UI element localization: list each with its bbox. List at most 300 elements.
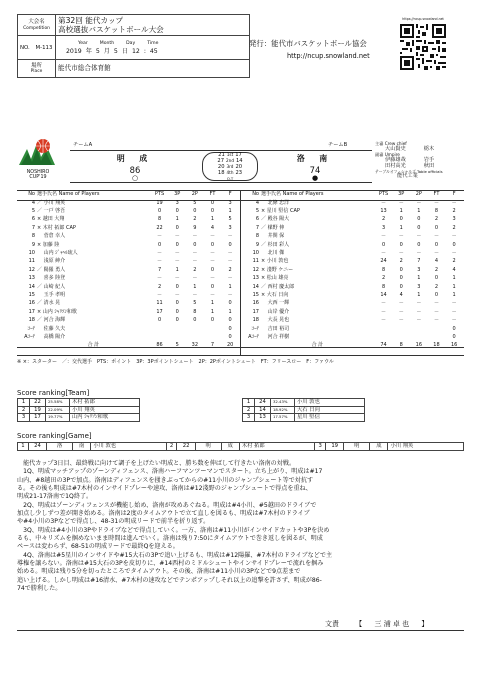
rank-points: 14	[255, 406, 271, 414]
player-pts: 3	[381, 224, 386, 231]
player-fouls: 3	[228, 224, 232, 231]
team-a-total-row	[17, 342, 239, 350]
player-3p: －	[174, 292, 180, 298]
player-number: 5	[255, 208, 259, 215]
player-3p: 0	[175, 308, 179, 315]
player-name: × 星川 堅信 CAP	[261, 208, 300, 215]
rank-player: 木村 拓郎	[239, 443, 314, 451]
player-row	[17, 208, 239, 216]
player-3p: 0	[399, 283, 403, 290]
player-row	[241, 283, 463, 291]
rank-points: 24	[28, 443, 46, 451]
player-row	[241, 300, 463, 308]
player-pts: 17	[156, 308, 163, 315]
player-3p: 0	[175, 317, 179, 324]
date-col-day: Day	[126, 40, 136, 46]
total-label: 合 計	[87, 342, 100, 349]
umpire-1-pref: 岩手	[423, 156, 435, 163]
report-line: 4Q、洛南は#5星川のインサイドや#15大石の3Pで追い上げるも、明成は#12陽羅、#7木村のドライブなどで主	[17, 551, 333, 559]
officials	[375, 142, 465, 186]
col-2p: 2P	[415, 191, 422, 198]
crew-chief-name: 大山賢史	[385, 145, 406, 152]
col-2p: 2P	[191, 191, 198, 198]
place-label-cell	[18, 60, 56, 78]
rank-percent: 18.92%	[271, 406, 295, 414]
total-ft: 18	[433, 342, 440, 349]
qr-url-caption: https://ncup.snowland.net	[402, 17, 444, 21]
player-row	[241, 241, 463, 249]
player-fouls: 2	[228, 266, 232, 273]
player-pts	[375, 334, 393, 342]
table-officials-label: テーブルオフィシャルズ Table officials	[375, 168, 443, 174]
player-2p: 1	[193, 283, 197, 290]
player-row	[241, 317, 463, 325]
basketball-logo-icon	[17, 137, 59, 167]
umpire-2-name: 田村高光	[385, 162, 406, 169]
col-ft: FT	[209, 191, 216, 198]
ranking-row	[18, 414, 140, 422]
player-row	[17, 334, 239, 342]
rank-number: 3	[18, 414, 30, 422]
player-ft: －	[209, 250, 215, 257]
ranking-game-title: Score ranking[Game]	[17, 432, 92, 440]
player-number: 14	[28, 283, 35, 290]
player-pts: 2	[157, 283, 162, 290]
rank-number: 3	[315, 443, 326, 451]
player-pts: －	[157, 233, 163, 240]
player-name: × 松山 雄亮	[261, 275, 289, 282]
rank-points: 17	[30, 414, 46, 422]
report-line: 加点し少しずつ差が開き始める。洛南は2度のタイムアウトで立て直しを図るも、明成は#7木村のドライブ	[17, 510, 310, 518]
team-b-rows	[241, 199, 463, 342]
player-row	[241, 199, 463, 207]
period-1-a: 21	[218, 152, 225, 158]
player-3p: －	[174, 275, 180, 282]
tournament-logo	[17, 137, 59, 181]
player-row	[17, 292, 239, 300]
player-number: 9	[31, 241, 35, 248]
ranking-row	[18, 406, 140, 414]
no-value: M-113	[35, 44, 53, 51]
player-name: ／ 陽羅 勇人	[37, 266, 66, 273]
player-ft: －	[209, 275, 215, 282]
date-column-headers	[58, 41, 247, 46]
player-name: ／ 清水 晃	[37, 300, 61, 307]
player-name: ／ 河合 海輝	[37, 317, 66, 324]
title-cell	[56, 15, 250, 36]
player-fouls: 2	[452, 224, 456, 231]
player-ft: －	[433, 199, 439, 206]
ranking-team-a	[17, 398, 140, 422]
player-name: 大長 晃也	[261, 317, 290, 324]
rank-number: 2	[18, 406, 30, 414]
player-2p: 7	[417, 258, 421, 265]
player-2p: －	[192, 292, 198, 298]
player-3p: 0	[175, 241, 179, 248]
player-ft: 0	[210, 241, 215, 248]
player-2p: 1	[417, 208, 421, 215]
period-4-label: 4th	[226, 170, 234, 175]
player-name: ／ 小川 翔英	[37, 199, 66, 206]
player-number: 15	[252, 292, 259, 298]
player-ft: 2	[434, 266, 439, 273]
player-pts	[151, 334, 169, 342]
player-ft	[428, 334, 446, 342]
player-2p: 0	[417, 216, 421, 223]
player-2p: 1	[417, 292, 421, 298]
player-ft: 1	[210, 308, 215, 315]
player-name: ／ 楳野 伸	[261, 224, 285, 231]
place-value: 能代市総合体育館	[56, 60, 250, 78]
logo-line2: CUP'19	[29, 175, 47, 181]
player-pts: 14	[380, 292, 387, 298]
player-name: 菅倉 幸人	[37, 233, 66, 240]
player-3p	[168, 325, 186, 333]
player-number: 18	[252, 317, 259, 324]
player-pts: 24	[380, 258, 387, 265]
player-2p: 0	[417, 224, 421, 231]
umpire-2-pref: 秋田	[423, 162, 435, 169]
player-pts: 8	[381, 266, 386, 273]
player-row	[17, 300, 239, 308]
player-number: 15	[28, 292, 35, 298]
player-number: 6	[31, 216, 35, 223]
player-row	[17, 250, 239, 258]
player-name: ／ 山崎 紀人	[37, 283, 66, 290]
player-3p: －	[398, 317, 404, 324]
player-pts: 13	[380, 208, 387, 215]
team-a-label: チームA	[73, 142, 93, 148]
date-value: 2019 年 5 月 5 日 12 : 45	[66, 47, 158, 55]
player-fouls: －	[227, 275, 233, 282]
total-f: 20	[226, 342, 234, 349]
player-ft: －	[433, 308, 439, 315]
player-name: ／ 殿谷 陽大	[261, 216, 290, 223]
player-fouls: 1	[228, 208, 232, 215]
title-line1: 第32回 能代カップ	[58, 16, 124, 25]
rank-percent: 19.77%	[46, 414, 70, 422]
player-pts: －	[381, 199, 387, 206]
player-number: 7	[255, 224, 259, 231]
player-2p: －	[192, 275, 198, 282]
player-fouls: 0	[452, 241, 456, 248]
rank-percent: 25.58%	[46, 399, 70, 407]
player-3p: 1	[399, 208, 403, 215]
player-number: 11	[28, 258, 35, 265]
team-b-total: 74	[309, 165, 321, 175]
team-a-rows	[17, 199, 239, 342]
player-pts: 0	[157, 241, 162, 248]
title-line2: 高校選抜バスケットボール大会	[58, 25, 164, 35]
player-2p: －	[192, 258, 198, 265]
col-name: 選手氏名 Name of Players	[261, 191, 324, 198]
overtime-label: O.T	[226, 176, 234, 181]
player-name: × 大石 日向	[261, 292, 289, 298]
player-fouls: 2	[452, 258, 456, 265]
player-pts: 0	[157, 317, 162, 324]
player-fouls: －	[451, 233, 457, 240]
player-number: 6	[255, 216, 259, 223]
player-2p: 2	[193, 216, 197, 223]
col-f: F	[228, 191, 232, 198]
report-line: 始める。明成は残り5分を切ったところでタイムアウト。その後、洛南は#11小川の3Pなどで9点差まで	[17, 568, 301, 576]
rank-team: 明	[195, 443, 221, 451]
player-fouls: 0	[452, 333, 456, 340]
date-col-year: Year	[78, 40, 88, 46]
total-f: 16	[450, 342, 458, 349]
player-pts: －	[381, 250, 387, 257]
player-2p: －	[416, 199, 422, 206]
player-ft: 1	[210, 216, 215, 223]
col-ft: FT	[433, 191, 440, 198]
player-name: 山岸 優介	[261, 308, 290, 315]
rank-points: 22	[30, 399, 46, 407]
player-fouls: 1	[452, 283, 456, 290]
player-2p	[186, 334, 204, 342]
player-3p: －	[398, 250, 404, 257]
player-fouls: －	[451, 300, 457, 307]
team-a-boxscore	[17, 191, 239, 350]
player-fouls: －	[451, 199, 457, 206]
player-row	[241, 225, 463, 233]
player-ft: －	[433, 233, 439, 240]
report-line: 山内、#8越田の3Pで加点。洛南はディフェンスを掻きぶってからの#11小川のジャンプシュート等で対抗す	[17, 476, 314, 484]
player-name: ／ 杉田 彩人	[261, 241, 290, 248]
player-fouls: －	[451, 317, 457, 324]
total-2p: 16	[415, 342, 423, 349]
player-row	[17, 267, 239, 275]
player-name: 北條 忠洋	[261, 199, 290, 206]
player-fouls: 1	[452, 292, 456, 298]
report-line: 74で勝利した。	[17, 585, 62, 593]
rank-number: 1	[18, 443, 29, 451]
player-3p: 1	[175, 266, 179, 273]
player-2p: 0	[193, 208, 197, 215]
ranking-game	[17, 442, 464, 451]
player-row	[17, 241, 239, 249]
writer-label: 文責	[325, 620, 339, 628]
player-2p: 9	[193, 224, 197, 231]
player-ft: －	[209, 258, 215, 265]
player-name: 喜多 陸登	[37, 275, 66, 282]
player-pts: －	[157, 258, 163, 265]
player-number: Aｺｰﾁ	[248, 333, 259, 340]
player-2p: －	[416, 317, 422, 324]
player-number: 18	[28, 317, 35, 324]
total-3p: 8	[399, 342, 403, 349]
place-label: 場所	[31, 63, 42, 70]
report-line: 3Q、明成は#4小川の3Pやドライブなどで得点していく。一方、洛南は#11小川がインサイドカットや3Pを決め	[17, 526, 330, 534]
player-pts	[151, 325, 169, 333]
player-ft: 0	[210, 199, 215, 206]
player-3p: 1	[175, 216, 179, 223]
writer: 文責 【 三 浦 卓 也 】	[325, 620, 429, 628]
player-fouls: 0	[452, 325, 456, 332]
player-3p: －	[398, 300, 404, 307]
player-name: × 加藤 陸	[37, 241, 60, 248]
period-4-b: 23	[235, 170, 243, 176]
report-line: 導権を譲らない。洛南は#15大石の3Pを皮切りに、#14西村のミドルシュートやインサイドプレーで流れを掴み	[17, 560, 324, 568]
rank-team-2: 南	[73, 443, 91, 451]
player-2p	[186, 325, 204, 333]
player-ft: －	[433, 300, 439, 307]
player-number: 16	[252, 300, 259, 307]
player-pts	[375, 325, 393, 333]
player-ft: －	[209, 292, 215, 298]
total-3p: 5	[175, 342, 179, 349]
player-fouls: 1	[228, 308, 232, 315]
player-3p: 0	[175, 283, 179, 290]
player-row	[17, 317, 239, 325]
rank-player: 大石 日向	[295, 406, 365, 414]
player-row	[241, 308, 463, 316]
player-2p: －	[192, 233, 198, 240]
player-name: 大西 一輝	[261, 300, 290, 307]
player-ft: 0	[210, 208, 215, 215]
period-2-a: 27	[217, 158, 224, 164]
period-1-b: 17	[235, 152, 242, 158]
website-url[interactable]: http://ncup.snowland.net	[287, 52, 370, 60]
player-ft: 0	[210, 283, 215, 290]
logo-line1: NOSHIRO	[26, 169, 50, 175]
player-pts: －	[157, 250, 163, 257]
player-pts: 7	[157, 266, 162, 273]
player-number: ｺｰﾁ	[27, 325, 35, 332]
competition-label-cell	[18, 15, 56, 36]
player-row	[17, 233, 239, 241]
rank-team: 洛	[47, 443, 73, 451]
publisher: 発行：能代市バスケットボール協会	[249, 39, 367, 48]
rank-number: 2	[243, 406, 255, 414]
player-number: 7	[31, 224, 35, 231]
header-table	[17, 14, 250, 78]
competition-sub: Competition	[23, 25, 50, 31]
qr-code-icon	[398, 22, 448, 72]
player-name: × 木村 拓郎 CAP	[37, 224, 76, 231]
rank-player: 小川 翔英	[70, 406, 140, 414]
player-pts: －	[381, 308, 387, 315]
player-name: 高橋 陽介	[37, 333, 66, 340]
player-name: × 越田 大翔	[37, 216, 65, 223]
team-b-boxscore	[241, 191, 463, 350]
player-fouls: 1	[228, 283, 232, 290]
player-row	[241, 275, 463, 283]
player-row	[241, 292, 463, 300]
no-label: NO.	[20, 44, 30, 51]
player-3p: 2	[399, 258, 403, 265]
player-number: 17	[28, 308, 35, 315]
rank-player: 木村 拓郎	[70, 399, 140, 407]
writer-name: 三 浦 卓 也	[374, 620, 410, 628]
player-number: 13	[252, 275, 259, 282]
player-number: 8	[255, 233, 259, 240]
report-line: 2Q、明成はゾーンディフェンスが機能し始め、洛南が攻めあぐねる。明成は#4小川、#5越田のドライブで	[17, 501, 317, 509]
total-pts: 86	[156, 342, 163, 349]
player-row	[17, 225, 239, 233]
player-3p: 0	[175, 224, 179, 231]
rank-points: 13	[255, 414, 271, 422]
player-ft	[428, 325, 446, 333]
total-ft: 7	[210, 342, 215, 349]
player-number: 12	[28, 266, 35, 273]
ranking-row	[243, 399, 365, 407]
period-3-b: 20	[235, 164, 243, 170]
report-line: るも、中々リズムを掴めないまま時間は進んでいく。洛南は残り7:50にタイムアウトで巻き返しを図るが、明成	[17, 535, 323, 543]
umpire-label: 副審 Umpire	[375, 151, 400, 157]
player-number: 10	[28, 250, 35, 257]
player-ft: 0	[434, 241, 439, 248]
boxscore-legend: ※ ×：スターター ／：交代選手 PTS：ポイント 3P：3Pポイントシュート 2P：2Pポイントシュート FT：フリースロー F：ファウル	[17, 359, 334, 365]
report-line: 1Q、明成マッチアップのゾーンディフェンス、洛南ハーフマンツーマンでスタート。立ち上がり、明成は#17	[17, 468, 323, 476]
rank-team-2: 成	[221, 443, 239, 451]
player-3p	[392, 334, 410, 342]
player-2p: 2	[193, 266, 197, 273]
rank-number: 2	[166, 443, 177, 451]
player-number: 8	[31, 233, 35, 240]
player-row	[17, 308, 239, 316]
team-b-label: チームB	[328, 142, 348, 148]
player-name: 河合 祥樹	[261, 333, 290, 340]
rank-player: 小川 敦也	[295, 399, 365, 407]
player-3p: －	[398, 199, 404, 206]
player-3p: －	[398, 308, 404, 315]
table-officials-value: 能代工業	[397, 172, 418, 179]
player-3p: 0	[175, 208, 179, 215]
rank-player: 星川 堅信	[295, 414, 365, 422]
player-row	[241, 250, 463, 258]
ranking-team-b	[242, 398, 365, 422]
player-ft: 0	[434, 292, 439, 298]
rank-percent: 17.57%	[271, 414, 295, 422]
col-name: 選手氏名 Name of Players	[37, 191, 100, 198]
player-number: 12	[252, 266, 259, 273]
player-pts: －	[381, 233, 387, 240]
player-2p: 3	[417, 266, 421, 273]
player-ft	[204, 325, 222, 333]
ranking-row	[243, 414, 365, 422]
period-3-a: 20	[217, 164, 225, 170]
total-label: 合 計	[311, 342, 324, 349]
player-pts: 8	[381, 283, 386, 290]
team-a-total: 86	[129, 165, 141, 175]
player-name: 山内 ｼﾞｬﾍﾙ琉人	[37, 250, 78, 257]
player-name: ／ 一戸 啓吾	[37, 208, 66, 215]
player-fouls: －	[227, 258, 233, 265]
no-cell	[18, 36, 56, 60]
player-2p: －	[416, 233, 422, 240]
player-name: 佐藤 久夫	[37, 325, 66, 332]
player-2p: －	[192, 250, 198, 257]
report-line: 明成21-17洛南で1Q終了。	[17, 493, 93, 501]
player-fouls: 5	[228, 216, 232, 223]
player-name: 浅原 紳介	[37, 258, 66, 265]
player-3p: 4	[399, 292, 403, 298]
player-fouls: －	[451, 308, 457, 315]
player-3p: 3	[175, 199, 179, 206]
player-fouls: －	[227, 250, 233, 257]
player-fouls: 3	[452, 216, 456, 223]
rank-number: 1	[243, 399, 255, 407]
report-line: 能代カップ3日目、最終戦に向けて調子を上げたい明成と、勝ち数を伸ばして行きたい洛南の対戦。	[17, 460, 296, 467]
player-2p: 1	[417, 275, 421, 282]
player-row	[17, 216, 239, 224]
player-pts: 22	[156, 224, 163, 231]
rank-player: 小川 敦也	[91, 443, 166, 451]
player-name: ／ 西村 慶太郎	[261, 283, 295, 290]
report-line: ペースは変わらず、68-51の明成リードで最終Qを迎える。	[17, 543, 179, 551]
player-ft	[204, 334, 222, 342]
player-fouls: 2	[452, 208, 456, 215]
